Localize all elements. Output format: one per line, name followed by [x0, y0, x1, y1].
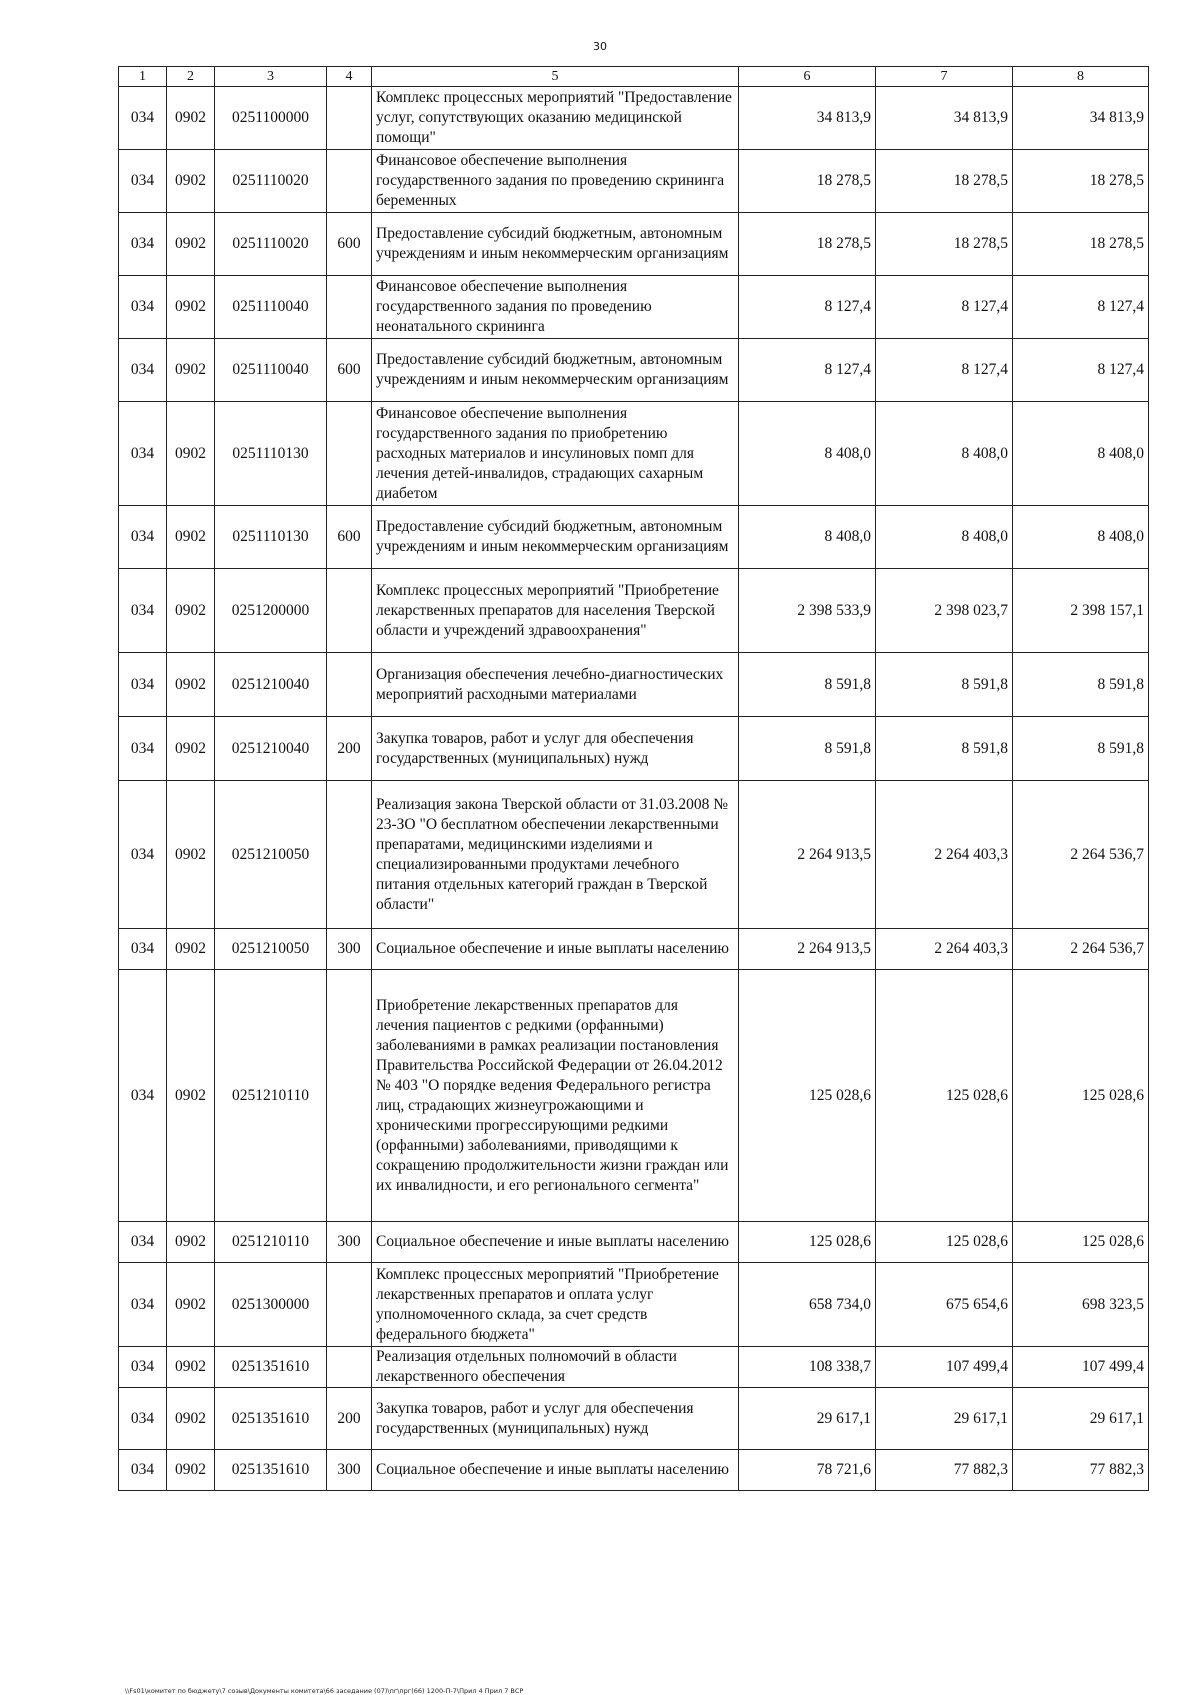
cell-expense-type — [327, 276, 372, 339]
column-header: 1 — [119, 67, 167, 87]
cell-description: Предоставление субсидий бюджетным, автономным учреждениям и иным некоммерческим организациям — [372, 339, 739, 402]
table-row — [119, 717, 1149, 781]
cell-expense-type — [327, 150, 372, 213]
cell-ministry-code: 034 — [119, 402, 167, 506]
cell-amount-year1: 29 617,1 — [739, 1388, 876, 1450]
cell-ministry-code: 034 — [119, 717, 167, 781]
file-path-footer: \\Fs01\комитет по бюджету\7 созыв\Документы комитета\66 заседание (07)\пг\прг(66) 1200-П-7\Прил 4 Прил 7 ВСР — [125, 1687, 524, 1695]
cell-amount-year2: 29 617,1 — [876, 1388, 1013, 1450]
cell-amount-year3: 77 882,3 — [1013, 1450, 1149, 1491]
cell-target-article: 0251210050 — [215, 929, 327, 970]
cell-ministry-code: 034 — [119, 339, 167, 402]
cell-amount-year1: 18 278,5 — [739, 150, 876, 213]
cell-target-article: 0251100000 — [215, 87, 327, 150]
cell-amount-year2: 107 499,4 — [876, 1347, 1013, 1388]
cell-amount-year3: 2 398 157,1 — [1013, 569, 1149, 653]
cell-section-code: 0902 — [167, 1450, 215, 1491]
budget-table — [118, 66, 1149, 1491]
cell-target-article: 0251200000 — [215, 569, 327, 653]
cell-ministry-code: 034 — [119, 276, 167, 339]
cell-expense-type: 300 — [327, 1450, 372, 1491]
cell-ministry-code: 034 — [119, 1222, 167, 1263]
cell-amount-year2: 8 408,0 — [876, 506, 1013, 569]
cell-description: Реализация закона Тверской области от 31.03.2008 № 23-ЗО "О бесплатном обеспечении лекарственными препаратами, медицинскими изделиями и специализированными продуктами лечебного питания отдельных категорий граждан в Тверской области" — [372, 781, 739, 929]
cell-amount-year2: 18 278,5 — [876, 150, 1013, 213]
cell-amount-year2: 8 408,0 — [876, 402, 1013, 506]
cell-amount-year3: 18 278,5 — [1013, 150, 1149, 213]
cell-target-article: 0251300000 — [215, 1263, 327, 1347]
cell-amount-year1: 125 028,6 — [739, 970, 876, 1222]
cell-description: Предоставление субсидий бюджетным, автономным учреждениям и иным некоммерческим организациям — [372, 506, 739, 569]
cell-amount-year2: 77 882,3 — [876, 1450, 1013, 1491]
cell-expense-type — [327, 569, 372, 653]
cell-section-code: 0902 — [167, 87, 215, 150]
cell-amount-year1: 108 338,7 — [739, 1347, 876, 1388]
cell-amount-year1: 18 278,5 — [739, 213, 876, 276]
cell-section-code: 0902 — [167, 970, 215, 1222]
cell-amount-year2: 8 591,8 — [876, 717, 1013, 781]
cell-expense-type: 300 — [327, 1222, 372, 1263]
cell-description: Закупка товаров, работ и услуг для обеспечения государственных (муниципальных) нужд — [372, 717, 739, 781]
cell-amount-year1: 8 591,8 — [739, 653, 876, 717]
column-header: 4 — [327, 67, 372, 87]
cell-amount-year1: 78 721,6 — [739, 1450, 876, 1491]
cell-amount-year1: 34 813,9 — [739, 87, 876, 150]
table-body — [119, 67, 1149, 1491]
cell-amount-year3: 125 028,6 — [1013, 970, 1149, 1222]
cell-section-code: 0902 — [167, 339, 215, 402]
cell-expense-type — [327, 87, 372, 150]
cell-ministry-code: 034 — [119, 653, 167, 717]
cell-section-code: 0902 — [167, 653, 215, 717]
cell-expense-type: 200 — [327, 1388, 372, 1450]
cell-target-article: 0251351610 — [215, 1347, 327, 1388]
cell-target-article: 0251210110 — [215, 1222, 327, 1263]
cell-expense-type — [327, 1263, 372, 1347]
cell-expense-type — [327, 970, 372, 1222]
column-header: 7 — [876, 67, 1013, 87]
cell-amount-year2: 2 264 403,3 — [876, 929, 1013, 970]
cell-ministry-code: 034 — [119, 1263, 167, 1347]
cell-amount-year1: 8 127,4 — [739, 339, 876, 402]
cell-target-article: 0251110020 — [215, 213, 327, 276]
cell-section-code: 0902 — [167, 781, 215, 929]
cell-description: Финансовое обеспечение выполнения государственного задания по приобретению расходных материалов и инсулиновых помп для лечения детей-инвалидов, страдающих сахарным диабетом — [372, 402, 739, 506]
cell-description: Приобретение лекарственных препаратов для лечения пациентов с редкими (орфанными) заболеваниями в рамках реализации постановления Правительства Российской Федерации от 26.04.2012 № 403 "О порядке ведения Федерального регистра лиц, страдающих жизнеугрожающими и хроническими прогрессирующими редкими (орфанными) заболеваниями, приводящими к сокращению продолжительности жизни граждан или их инвалидности, и его регионального сегмента" — [372, 970, 739, 1222]
cell-amount-year2: 18 278,5 — [876, 213, 1013, 276]
cell-ministry-code: 034 — [119, 781, 167, 929]
column-header: 5 — [372, 67, 739, 87]
cell-amount-year2: 675 654,6 — [876, 1263, 1013, 1347]
table-row — [119, 781, 1149, 929]
cell-amount-year1: 8 408,0 — [739, 402, 876, 506]
cell-section-code: 0902 — [167, 276, 215, 339]
cell-section-code: 0902 — [167, 402, 215, 506]
table-row — [119, 339, 1149, 402]
cell-ministry-code: 034 — [119, 1450, 167, 1491]
cell-section-code: 0902 — [167, 506, 215, 569]
column-header: 2 — [167, 67, 215, 87]
cell-target-article: 0251210040 — [215, 717, 327, 781]
cell-section-code: 0902 — [167, 1347, 215, 1388]
cell-target-article: 0251110040 — [215, 339, 327, 402]
cell-amount-year1: 2 398 533,9 — [739, 569, 876, 653]
cell-expense-type: 600 — [327, 339, 372, 402]
cell-section-code: 0902 — [167, 1388, 215, 1450]
cell-description: Организация обеспечения лечебно-диагностических мероприятий расходными материалами — [372, 653, 739, 717]
cell-target-article: 0251351610 — [215, 1388, 327, 1450]
cell-section-code: 0902 — [167, 1263, 215, 1347]
cell-amount-year2: 8 127,4 — [876, 339, 1013, 402]
cell-amount-year3: 8 591,8 — [1013, 717, 1149, 781]
cell-section-code: 0902 — [167, 569, 215, 653]
cell-amount-year3: 29 617,1 — [1013, 1388, 1149, 1450]
cell-expense-type — [327, 653, 372, 717]
cell-amount-year1: 658 734,0 — [739, 1263, 876, 1347]
table-row — [119, 1222, 1149, 1263]
table-row — [119, 929, 1149, 970]
cell-ministry-code: 034 — [119, 150, 167, 213]
column-header: 8 — [1013, 67, 1149, 87]
cell-expense-type: 200 — [327, 717, 372, 781]
table-row — [119, 213, 1149, 276]
cell-expense-type — [327, 781, 372, 929]
cell-description: Комплекс процессных мероприятий "Приобретение лекарственных препаратов и оплата услуг уполномоченного склада, за счет средств федерального бюджета" — [372, 1263, 739, 1347]
cell-description: Комплекс процессных мероприятий "Предоставление услуг, сопутствующих оказанию медицинской помощи" — [372, 87, 739, 150]
cell-ministry-code: 034 — [119, 506, 167, 569]
cell-description: Комплекс процессных мероприятий "Приобретение лекарственных препаратов для населения Тверской области и учреждений здравоохранения" — [372, 569, 739, 653]
cell-ministry-code: 034 — [119, 970, 167, 1222]
cell-amount-year3: 18 278,5 — [1013, 213, 1149, 276]
cell-section-code: 0902 — [167, 213, 215, 276]
cell-target-article: 0251110040 — [215, 276, 327, 339]
cell-amount-year1: 2 264 913,5 — [739, 929, 876, 970]
cell-section-code: 0902 — [167, 929, 215, 970]
table-row — [119, 653, 1149, 717]
cell-target-article: 0251110130 — [215, 506, 327, 569]
cell-description: Предоставление субсидий бюджетным, автономным учреждениям и иным некоммерческим организациям — [372, 213, 739, 276]
cell-amount-year2: 125 028,6 — [876, 970, 1013, 1222]
cell-amount-year3: 8 408,0 — [1013, 506, 1149, 569]
cell-description: Закупка товаров, работ и услуг для обеспечения государственных (муниципальных) нужд — [372, 1388, 739, 1450]
cell-amount-year1: 2 264 913,5 — [739, 781, 876, 929]
cell-target-article: 0251210050 — [215, 781, 327, 929]
column-header: 3 — [215, 67, 327, 87]
cell-ministry-code: 034 — [119, 929, 167, 970]
table-row — [119, 1450, 1149, 1491]
page-number: 30 — [593, 40, 607, 53]
cell-amount-year3: 698 323,5 — [1013, 1263, 1149, 1347]
table-row — [119, 1388, 1149, 1450]
cell-ministry-code: 034 — [119, 87, 167, 150]
column-number-row — [119, 67, 1149, 87]
cell-ministry-code: 034 — [119, 1388, 167, 1450]
cell-amount-year3: 8 127,4 — [1013, 339, 1149, 402]
cell-amount-year3: 8 127,4 — [1013, 276, 1149, 339]
cell-target-article: 0251210040 — [215, 653, 327, 717]
cell-target-article: 0251351610 — [215, 1450, 327, 1491]
cell-description: Финансовое обеспечение выполнения государственного задания по проведению скрининга беременных — [372, 150, 739, 213]
cell-description: Социальное обеспечение и иные выплаты населению — [372, 1450, 739, 1491]
table-row — [119, 970, 1149, 1222]
cell-target-article: 0251110130 — [215, 402, 327, 506]
cell-amount-year3: 125 028,6 — [1013, 1222, 1149, 1263]
cell-amount-year2: 8 127,4 — [876, 276, 1013, 339]
cell-target-article: 0251210110 — [215, 970, 327, 1222]
cell-amount-year1: 125 028,6 — [739, 1222, 876, 1263]
cell-amount-year1: 8 591,8 — [739, 717, 876, 781]
cell-target-article: 0251110020 — [215, 150, 327, 213]
cell-expense-type: 600 — [327, 506, 372, 569]
cell-description: Социальное обеспечение и иные выплаты населению — [372, 1222, 739, 1263]
cell-section-code: 0902 — [167, 150, 215, 213]
table-row — [119, 569, 1149, 653]
cell-amount-year3: 8 408,0 — [1013, 402, 1149, 506]
cell-amount-year3: 34 813,9 — [1013, 87, 1149, 150]
table-row — [119, 1347, 1149, 1388]
cell-ministry-code: 034 — [119, 213, 167, 276]
cell-expense-type: 600 — [327, 213, 372, 276]
cell-amount-year2: 2 264 403,3 — [876, 781, 1013, 929]
table-row — [119, 276, 1149, 339]
cell-amount-year2: 34 813,9 — [876, 87, 1013, 150]
table-row — [119, 506, 1149, 569]
cell-expense-type: 300 — [327, 929, 372, 970]
cell-ministry-code: 034 — [119, 569, 167, 653]
table-row — [119, 1263, 1149, 1347]
cell-description: Реализация отдельных полномочий в области лекарственного обеспечения — [372, 1347, 739, 1388]
table-row — [119, 150, 1149, 213]
cell-amount-year2: 125 028,6 — [876, 1222, 1013, 1263]
column-header: 6 — [739, 67, 876, 87]
cell-description: Социальное обеспечение и иные выплаты населению — [372, 929, 739, 970]
cell-amount-year3: 2 264 536,7 — [1013, 781, 1149, 929]
cell-description: Финансовое обеспечение выполнения государственного задания по проведению неонатального скрининга — [372, 276, 739, 339]
cell-expense-type — [327, 1347, 372, 1388]
cell-amount-year3: 2 264 536,7 — [1013, 929, 1149, 970]
cell-amount-year1: 8 127,4 — [739, 276, 876, 339]
cell-amount-year1: 8 408,0 — [739, 506, 876, 569]
cell-amount-year2: 8 591,8 — [876, 653, 1013, 717]
table-row — [119, 402, 1149, 506]
cell-amount-year3: 8 591,8 — [1013, 653, 1149, 717]
cell-expense-type — [327, 402, 372, 506]
cell-section-code: 0902 — [167, 717, 215, 781]
cell-ministry-code: 034 — [119, 1347, 167, 1388]
cell-amount-year3: 107 499,4 — [1013, 1347, 1149, 1388]
table-row — [119, 87, 1149, 150]
cell-section-code: 0902 — [167, 1222, 215, 1263]
cell-amount-year2: 2 398 023,7 — [876, 569, 1013, 653]
